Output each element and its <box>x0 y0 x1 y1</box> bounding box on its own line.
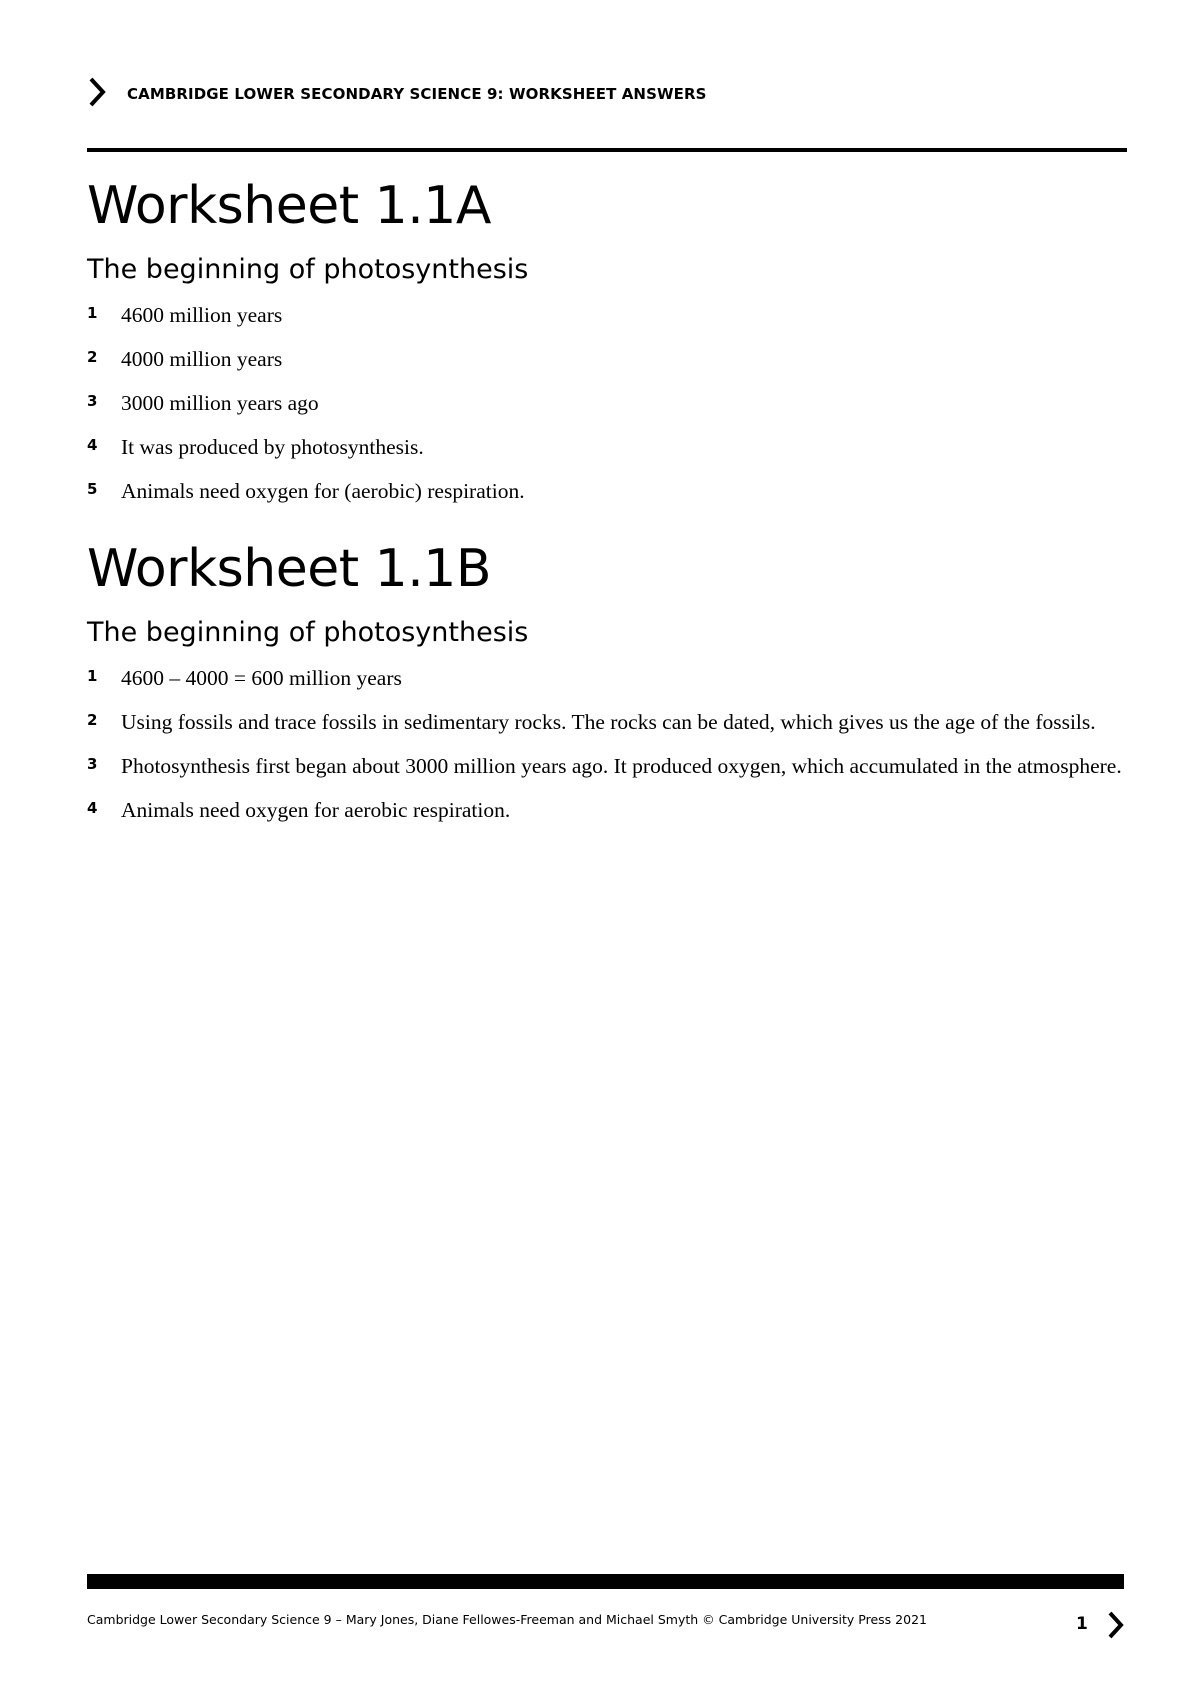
answer-number: 3 <box>87 392 98 410</box>
answer-number: 1 <box>87 304 98 322</box>
worksheet-section-1a <box>87 170 1127 507</box>
answer-text: It was produced by photosynthesis. <box>121 435 424 459</box>
answer-text: Using fossils and trace fossils in sedimentary rocks. The rocks can be dated, which gives us the age of the fossils. <box>121 710 1096 734</box>
answer-item <box>87 300 1127 331</box>
answer-item <box>87 663 1127 694</box>
chevron-right-icon <box>1106 1610 1126 1640</box>
footer-copyright: Cambridge Lower Secondary Science 9 – Mary Jones, Diane Fellowes-Freeman and Michael Smyth © Cambridge University Press 2021 <box>87 1612 927 1627</box>
answer-text: 4000 million years <box>121 347 283 371</box>
answer-text: Animals need oxygen for (aerobic) respiration. <box>121 479 525 503</box>
answer-number: 2 <box>87 348 98 366</box>
header-title: CAMBRIDGE LOWER SECONDARY SCIENCE 9: WORKSHEET ANSWERS <box>127 85 707 103</box>
document-body <box>87 170 1127 839</box>
worksheet-title: Worksheet 1.1B <box>87 539 491 599</box>
answer-text: Photosynthesis first began about 3000 million years ago. It produced oxygen, which accumulated in the atmosphere. <box>121 754 1122 778</box>
answer-text: Animals need oxygen for aerobic respiration. <box>121 798 511 822</box>
answer-number: 5 <box>87 480 98 498</box>
answer-item <box>87 795 1127 826</box>
page-header <box>87 76 1127 116</box>
answer-item <box>87 388 1127 419</box>
answer-number: 4 <box>87 799 98 817</box>
answer-item <box>87 476 1127 507</box>
answer-number: 3 <box>87 755 98 773</box>
worksheet-subtitle: The beginning of photosynthesis <box>87 254 529 285</box>
worksheet-subtitle: The beginning of photosynthesis <box>87 617 529 648</box>
worksheet-section-1b <box>87 533 1127 826</box>
answer-number: 4 <box>87 436 98 454</box>
answer-number: 1 <box>87 667 98 685</box>
worksheet-title: Worksheet 1.1A <box>87 176 491 236</box>
answer-item <box>87 751 1127 782</box>
answer-text: 4600 million years <box>121 303 283 327</box>
answer-text: 4600 – 4000 = 600 million years <box>121 666 402 690</box>
answer-item <box>87 432 1127 463</box>
answer-number: 2 <box>87 711 98 729</box>
answer-text: 3000 million years ago <box>121 391 319 415</box>
answer-item <box>87 344 1127 375</box>
page-number: 1 <box>1076 1614 1088 1634</box>
answer-item <box>87 707 1127 738</box>
footer-divider <box>87 1574 1124 1589</box>
answer-list <box>87 300 1127 507</box>
header-divider <box>87 148 1127 152</box>
chevron-right-icon <box>87 76 107 108</box>
answer-list <box>87 663 1127 826</box>
